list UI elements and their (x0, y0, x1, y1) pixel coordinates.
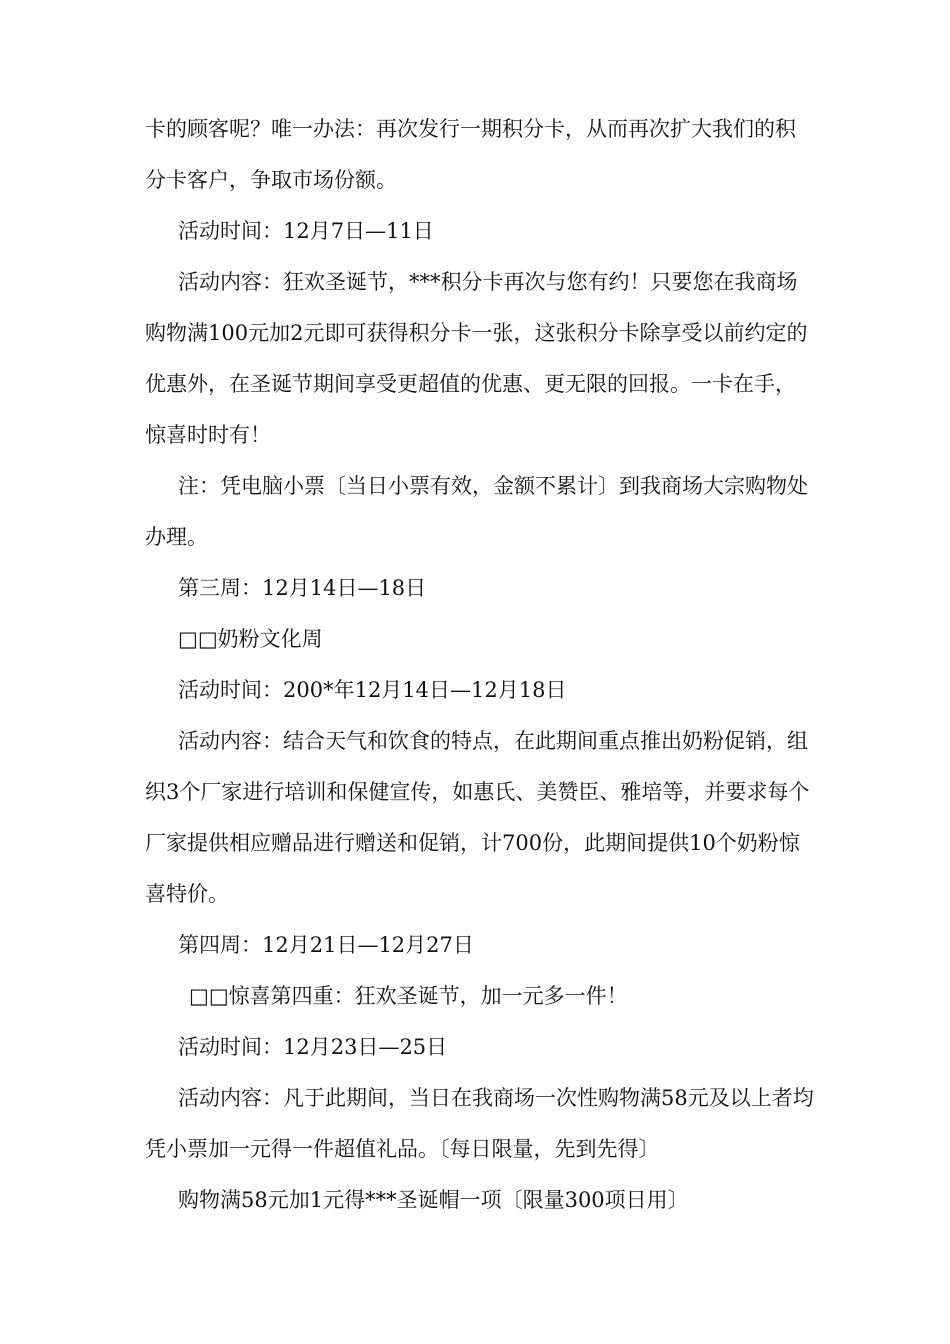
paragraph-event-content-1: 活动内容：狂欢圣诞节，***积分卡再次与您有约！只要您在我商场购物满100元加2元即可获得积分卡一张，这张积分卡除享受以前约定的优惠外，在圣诞节期间享受更超值的优惠、更无限的回报。一卡在手，惊喜时时有！ (145, 270, 808, 447)
paragraph-event-time-1: 活动时间：12月7日—11日 (178, 219, 434, 243)
paragraph-week-3: 第三周：12月14日—18日 (178, 576, 427, 600)
paragraph-intro: 卡的顾客呢？唯一办法：再次发行一期积分卡，从而再次扩大我们的积分卡客户，争取市场份额。 (145, 117, 796, 192)
paragraph-event-time-2: 活动时间：200*年12月14日—12月18日 (178, 678, 567, 702)
paragraph-event-content-3: 活动内容：凡于此期间，当日在我商场一次性购物满58元及以上者均凭小票加一元得一件超值礼品。〔每日限量，先到先得〕 (145, 1086, 814, 1161)
paragraph-milk-powder-week: □□奶粉文化周 (178, 627, 323, 651)
paragraph-event-content-2: 活动内容：结合天气和饮食的特点，在此期间重点推出奶粉促销，组织3个厂家进行培训和保健宣传，如惠氏、美赞臣、雅培等，并要求每个厂家提供相应赠品进行赠送和促销，计700份，此期间提供10个奶粉惊喜特价。 (145, 729, 810, 906)
paragraph-surprise-4: □□惊喜第四重：狂欢圣诞节，加一元多一件！ (189, 984, 628, 1008)
paragraph-gift-offer: 购物满58元加1元得***圣诞帽一项〔限量300项日用〕 (178, 1188, 689, 1212)
paragraph-week-4: 第四周：12月21日—12月27日 (178, 933, 474, 957)
paragraph-event-time-3: 活动时间：12月23日—25日 (178, 1035, 448, 1059)
paragraph-note: 注：凭电脑小票〔当日小票有效，金额不累计〕到我商场大宗购物处办理。 (145, 474, 808, 549)
document-body (145, 104, 815, 1226)
